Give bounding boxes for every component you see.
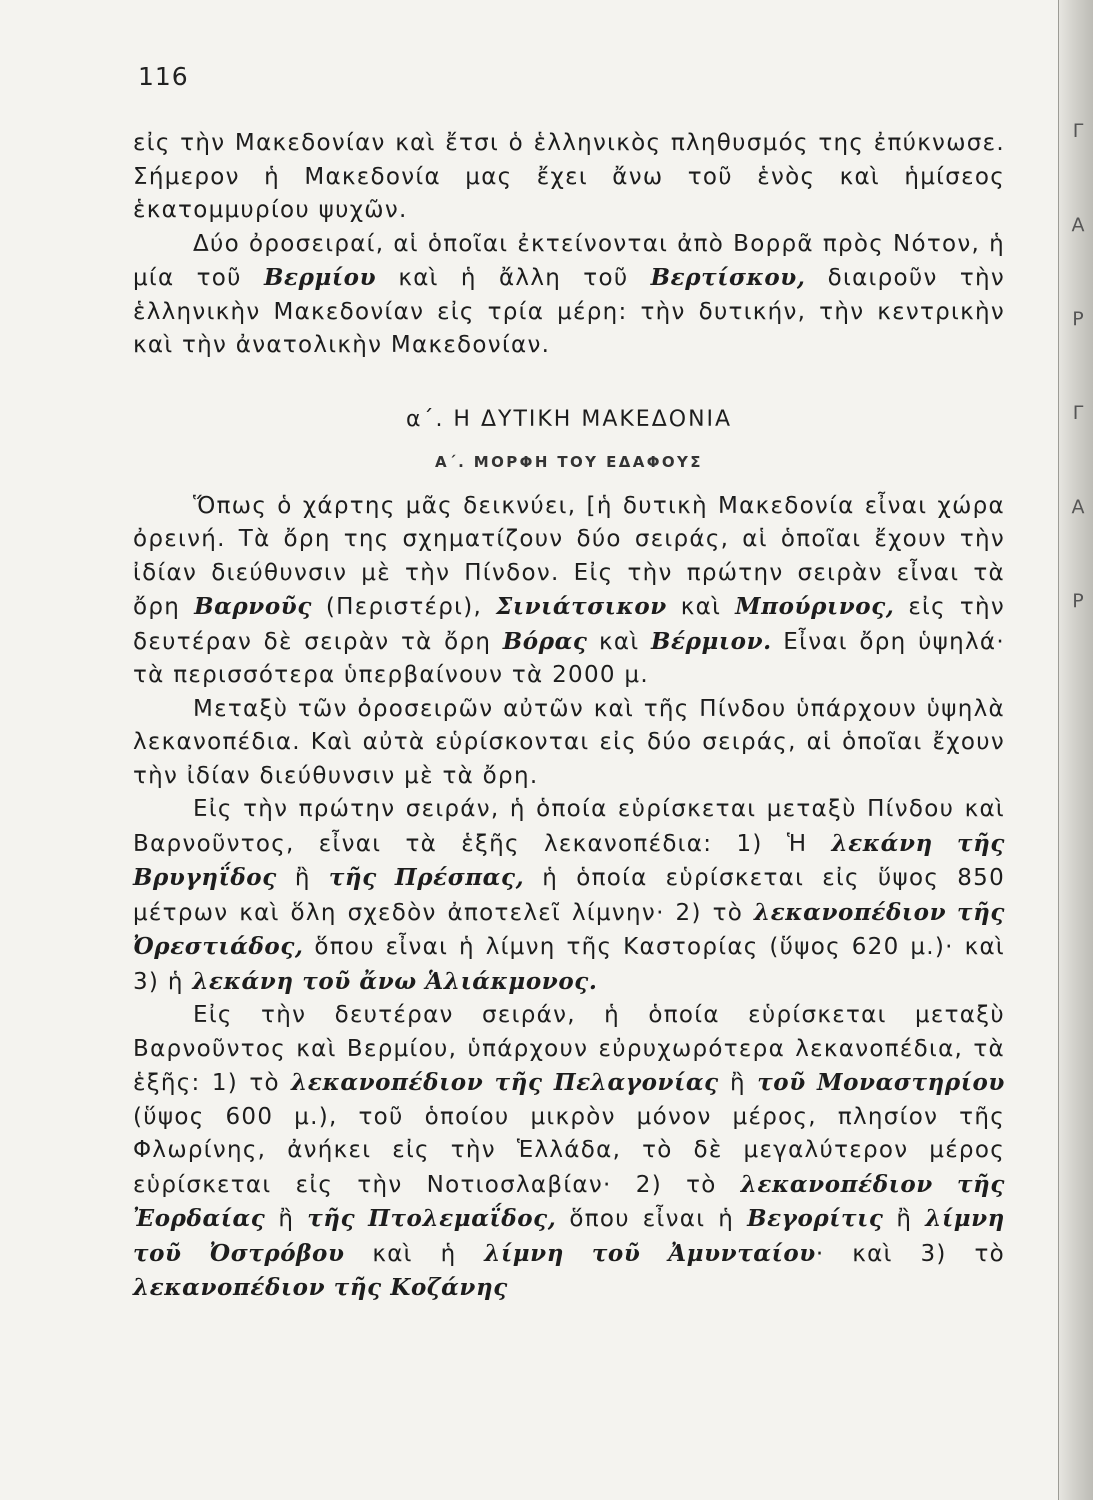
term-orestiados: λεκανοπέδιον τῆς Ὀρεστιάδος, <box>133 898 1005 960</box>
term-vertiskos: Βερτίσκου, <box>650 264 806 291</box>
term-amyntaiou: λίμνη τοῦ Ἀμυνταίου <box>484 1239 816 1267</box>
term-eordaias: λεκανοπέδιον τῆς Ἐορδαίας <box>133 1170 1005 1232</box>
term-bourinos: Μπούρινος, <box>735 593 895 620</box>
term-ptolemaidos: τῆς Πτολεμαΐδος, <box>307 1205 557 1232</box>
edge-letter: Ρ <box>1072 590 1084 612</box>
term-varnous: Βαρνοῦς <box>194 593 312 620</box>
subsection-heading: Α΄. ΜΟΡΦΗ ΤΟΥ ΕΔΑΦΟΥΣ <box>435 453 703 471</box>
term-vermio: Βερμίου <box>263 264 377 291</box>
paragraph-1: εἰς τὴν Μακεδονίαν καὶ ἔτσι ὁ ἑλληνικὸς πληθυσμός της ἐπύκνωσε. Σήμερον ἡ Μακεδονία μας ἔχει ἄνω τοῦ ἑνὸς καὶ ἡμίσεος ἑκατομμυρίου ψυχῶν. <box>133 130 1005 223</box>
adjacent-page-edge <box>1058 0 1093 1500</box>
paragraph-3: Ὅπως ὁ χάρτης μᾶς δεικνύει, [ἡ δυτικὴ Μακεδονία εἶναι χώρα ὀρεινή. Τὰ ὄρη της σχηματίζουν δύο σειράς, αἱ ὁποῖαι ἔχουν τὴν ἰδίαν διεύθυνσιν μὲ τὴν Πίνδον. Εἰς τὴν πρώτην σειρὰν εἶναι τὰ ὄρη Βαρνοῦς (Περιστέρι), Σινιάτσικον καὶ Μπούρινος, εἰς τὴν δευτέραν δὲ σειρὰν τὰ ὄρη Βόρας καὶ Βέρμιον. Εἶναι ὄρη ὑψηλά· τὰ περισσότερα ὑπερβαίνουν τὰ 2000 μ. <box>133 492 1006 688</box>
term-vegoritis: Βεγορίτις <box>747 1205 884 1232</box>
term-ostrovou: λίμνη τοῦ Ὀστρόβου <box>133 1205 1006 1267</box>
term-pelagonias: λεκανοπέδιον τῆς Πελαγονίας <box>291 1069 719 1096</box>
term-siniatsikon: Σινιάτσικον <box>495 593 667 620</box>
section-heading: α΄. Η ΔΥΤΙΚΗ ΜΑΚΕΔΟΝΙΑ <box>405 406 733 432</box>
term-aliakmonos: λεκάνη τοῦ ἄνω Ἁλιάκμονος. <box>192 967 598 995</box>
paragraph-2: Δύο ὀροσειραί, αἱ ὁποῖαι ἐκτείνονται ἀπὸ Βορρᾶ πρὸς Νότον, ἡ μία τοῦ Βερμίου καὶ ἡ ἄλλη τοῦ Βερτίσκου, διαιροῦν τὴν ἑλληνικὴν Μακεδονίαν εἰς τρία μέρη: τὴν δυτικήν, τὴν κεντρικὴν καὶ τὴν ἀνατολικὴν Μακεδονίαν. <box>133 230 1006 358</box>
term-prespas: τῆς Πρέσπας, <box>328 864 525 891</box>
edge-letter: Α <box>1071 214 1085 236</box>
term-voras: Βόρας <box>502 627 588 655</box>
page-number: 116 <box>138 62 189 91</box>
edge-letter: Γ <box>1072 120 1084 142</box>
edge-letters <box>1067 120 1089 612</box>
body-text <box>133 127 1005 1306</box>
edge-letter: Ρ <box>1072 308 1084 330</box>
term-lekani-vrygiidos: λεκάνη τῆς Βρυγηΐδος <box>133 829 1005 891</box>
term-monastiriou: τοῦ Μοναστηρίου <box>757 1069 1005 1096</box>
edge-letter: Γ <box>1072 402 1084 424</box>
edge-letter: Α <box>1071 496 1085 518</box>
paragraph-6: Εἰς τὴν δευτέραν σειράν, ἡ ὁποία εὑρίσκεται μεταξὺ Βαρνοῦντος καὶ Βερμίου, ὑπάρχουν εὐρυχωρότερα λεκανοπέδια, τὰ ἑξῆς: 1) τὸ λεκανοπέδιον τῆς Πελαγονίας ἢ τοῦ Μοναστηρίου (ὕψος 600 μ.), τοῦ ὁποίου μικρὸν μόνον μέρος, πλησίον τῆς Φλωρίνης, ἀνήκει εἰς τὴν Ἑλλάδα, τὸ δὲ μεγαλύτερον μέρος εὑρίσκεται εἰς τὴν Νοτιοσλαβίαν· 2) τὸ λεκανοπέδιον τῆς Ἐορδαίας ἢ τῆς Πτολεμαΐδος, ὅπου εἶναι ἡ Βεγορίτις ἢ λίμνη τοῦ Ὀστρόβου καὶ ἡ λίμνη τοῦ Ἀμυνταίου· καὶ 3) τὸ λεκανοπέδιον τῆς Κοζάνης <box>133 1002 1006 1301</box>
paragraph-4: Μεταξὺ τῶν ὀροσειρῶν αὐτῶν καὶ τῆς Πίνδου ὑπάρχουν ὑψηλὰ λεκανοπέδια. Καὶ αὐτὰ εὑρίσκονται εἰς δύο σειράς, αἱ ὁποῖαι ἔχουν τὴν ἰδίαν διεύθυνσιν μὲ τὰ ὄρη. <box>133 695 1005 789</box>
term-kozanis: λεκανοπέδιον τῆς Κοζάνης <box>133 1274 508 1301</box>
term-vermion: Βέρμιον. <box>650 627 772 655</box>
paragraph-5: Εἰς τὴν πρώτην σειράν, ἡ ὁποία εὑρίσκεται μεταξὺ Πίνδου καὶ Βαρνοῦντος, εἶναι τὰ ἑξῆς λεκανοπέδια: 1) Ἡ λεκάνη τῆς Βρυγηΐδος ἢ τῆς Πρέσπας, ἡ ὁποία εὑρίσκεται εἰς ὕψος 850 μέτρων καὶ ὅλη σχεδὸν ἀποτελεῖ λίμνην· 2) τὸ λεκανοπέδιον τῆς Ὀρεστιάδος, ὅπου εἶναι ἡ λίμνη τῆς Καστορίας (ὕψος 620 μ.)· καὶ 3) ἡ λεκάνη τοῦ ἄνω Ἁλιάκμονος. <box>133 796 1006 995</box>
